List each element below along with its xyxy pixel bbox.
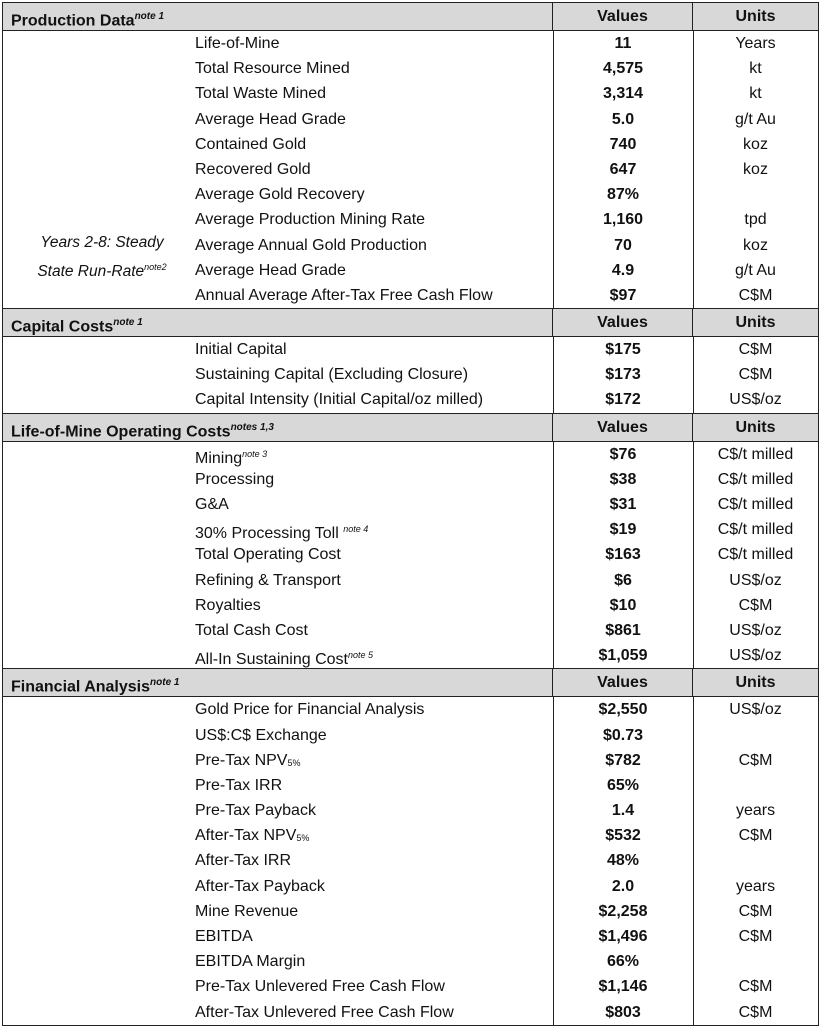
table-row: [3, 492, 818, 517]
table-section: [3, 414, 818, 670]
row-label: [3, 848, 553, 873]
row-label: [3, 56, 553, 81]
table-row: [3, 542, 818, 567]
row-label: [3, 568, 553, 593]
row-unit: US$/oz: [729, 571, 782, 589]
table-section: [3, 309, 818, 414]
section-title: Financial Analysis: [11, 678, 151, 696]
row-unit: [693, 848, 818, 873]
units-header: Units: [735, 418, 776, 436]
row-value: 48%: [606, 852, 640, 870]
row-label: [3, 207, 553, 232]
row-label: [3, 1000, 553, 1025]
row-label-text: Gold Price for Financial Analysis: [195, 701, 425, 719]
row-value: 5.0: [611, 110, 635, 128]
row-value: $1,059: [598, 647, 648, 665]
row-value: $173: [605, 366, 641, 384]
table-row: [3, 207, 818, 232]
row-label-text: G&A: [195, 496, 229, 513]
table-row: [3, 283, 818, 308]
units-header: Units: [735, 8, 776, 25]
section-title-cell: [3, 414, 553, 441]
table-row: [3, 723, 818, 748]
units-header: Units: [735, 314, 776, 332]
row-value: $31: [609, 496, 637, 513]
row-label-text: Total Waste Mined: [195, 85, 327, 103]
row-label-text: After-Tax NPV: [195, 827, 297, 845]
section-rows: [3, 697, 818, 1025]
row-label: [3, 442, 553, 467]
row-label: [3, 157, 553, 182]
row-label: [3, 899, 553, 924]
row-unit: C$M: [738, 928, 773, 945]
table-row: [3, 899, 818, 924]
section-rows: [3, 442, 818, 670]
section-note: note 1: [150, 677, 180, 689]
row-label: [3, 337, 553, 362]
row-label-text: Average Head Grade: [195, 261, 346, 279]
row-value: 3,314: [602, 85, 644, 103]
row-value: $6: [614, 571, 632, 589]
row-label: [3, 283, 553, 308]
row-label-text: EBITDA Margin: [195, 953, 306, 971]
row-label: [3, 643, 553, 668]
table-row: [3, 362, 818, 387]
row-value: 66%: [606, 953, 640, 971]
row-unit: C$/t milled: [717, 496, 794, 513]
row-label: [3, 618, 553, 643]
steady-state-label-line2: [11, 255, 193, 284]
row-label-text: Mine Revenue: [195, 902, 299, 920]
row-value: $76: [609, 445, 637, 463]
row-unit: koz: [743, 135, 768, 153]
row-unit: C$M: [738, 286, 773, 304]
row-value: $38: [609, 470, 637, 488]
row-value: 87%: [606, 186, 640, 204]
row-label-text: After-Tax IRR: [195, 852, 292, 870]
row-label-subscript: 5%: [287, 757, 301, 768]
row-label: [3, 492, 553, 517]
row-unit: tpd: [744, 211, 767, 229]
row-value: $19: [609, 521, 637, 539]
row-unit: C$M: [738, 366, 773, 384]
row-label: [3, 823, 553, 848]
row-value: 70: [614, 236, 632, 254]
row-note: note 4: [343, 524, 369, 535]
row-unit: [693, 773, 818, 798]
row-label-text: Contained Gold: [195, 135, 307, 153]
row-label: [3, 773, 553, 798]
row-unit: [693, 182, 818, 207]
steady-state-note: note2: [144, 262, 167, 273]
table-row: [3, 56, 818, 81]
row-value: $2,550: [598, 701, 648, 719]
table-row: [3, 974, 818, 999]
row-label-subscript: 5%: [296, 833, 310, 844]
row-unit: C$/t milled: [717, 546, 794, 564]
table-row: [3, 924, 818, 949]
row-label: [3, 593, 553, 618]
table-section: [3, 3, 818, 309]
row-value: $861: [605, 621, 641, 639]
table-row: [3, 81, 818, 106]
row-label-text: Average Production Mining Rate: [195, 211, 426, 229]
table-row: [3, 949, 818, 974]
row-value: $172: [605, 391, 641, 409]
row-label: [3, 387, 553, 412]
row-unit: Years: [735, 35, 776, 52]
section-header-row: [3, 3, 818, 31]
values-header: Values: [553, 309, 693, 336]
row-value: $175: [605, 341, 641, 359]
row-label-text: Mining: [195, 449, 243, 467]
row-value: $0.73: [602, 726, 644, 744]
row-value: $1,146: [598, 978, 648, 996]
row-unit: C$/t milled: [717, 470, 794, 488]
row-value: $532: [605, 827, 641, 845]
row-unit: kt: [749, 60, 762, 78]
row-label-text: EBITDA: [195, 928, 253, 945]
row-label-text: Average Head Grade: [195, 110, 346, 128]
table-row: [3, 132, 818, 157]
table-row: [3, 31, 818, 56]
table-row: [3, 1000, 818, 1025]
table-row: [3, 442, 818, 467]
row-label: [3, 748, 553, 773]
row-label-text: After-Tax Payback: [195, 877, 325, 895]
row-value: $803: [605, 1003, 641, 1021]
row-label: [3, 697, 553, 722]
row-label: [3, 723, 553, 748]
row-value: 11: [614, 35, 632, 52]
row-note: note 5: [347, 650, 373, 661]
section-note: note 1: [113, 317, 143, 329]
row-unit: g/t Au: [735, 110, 776, 128]
row-label-text: All-In Sustaining Cost: [195, 651, 348, 669]
values-header: Values: [553, 3, 693, 30]
row-label-text: 30% Processing Toll: [195, 525, 344, 543]
row-label: [3, 974, 553, 999]
row-label-text: Life-of-Mine: [195, 35, 280, 52]
table-row: [3, 643, 818, 668]
row-unit: [693, 949, 818, 974]
row-unit: C$M: [738, 341, 773, 359]
table-row: [3, 618, 818, 643]
row-label: [3, 182, 553, 207]
section-note: note 1: [134, 11, 165, 22]
row-unit: C$M: [738, 596, 773, 614]
table-row: [3, 798, 818, 823]
row-label: [3, 924, 553, 949]
row-label-text: US$:C$ Exchange: [195, 726, 327, 744]
row-label: [3, 31, 553, 56]
row-unit: US$/oz: [729, 621, 782, 639]
section-header-row: [3, 309, 818, 337]
section-title-cell: [3, 3, 553, 30]
row-label: [3, 132, 553, 157]
row-unit: C$M: [738, 902, 773, 920]
row-label: [3, 949, 553, 974]
table-row: [3, 387, 818, 412]
table-section: [3, 669, 818, 1025]
row-label: [3, 798, 553, 823]
section-title-cell: [3, 669, 553, 696]
row-value: 1,160: [602, 211, 644, 229]
row-label: [3, 467, 553, 492]
row-unit: C$M: [738, 751, 773, 769]
row-unit: US$/oz: [729, 701, 782, 719]
row-value: 740: [609, 135, 637, 153]
table-row: [3, 337, 818, 362]
row-value: $163: [605, 546, 641, 564]
row-unit: C$/t milled: [717, 521, 794, 539]
steady-state-label-text: State Run-Rate: [37, 263, 145, 281]
row-unit: g/t Au: [735, 261, 776, 279]
steady-state-label: [11, 230, 193, 284]
row-value: 4,575: [602, 60, 644, 78]
row-value: 1.4: [611, 802, 635, 820]
steady-state-label-line1: Years 2-8: Steady: [40, 234, 164, 252]
table-row: [3, 517, 818, 542]
row-label-text: Pre-Tax NPV: [195, 751, 288, 769]
row-label-text: Sustaining Capital (Excluding Closure): [195, 366, 469, 384]
values-header: Values: [553, 414, 693, 441]
row-unit: C$M: [738, 1003, 773, 1021]
row-label-text: Annual Average After-Tax Free Cash Flow: [195, 286, 493, 304]
row-label: [3, 874, 553, 899]
row-value: $2,258: [598, 902, 648, 920]
row-label-text: Total Cash Cost: [195, 621, 308, 639]
table-row: [3, 773, 818, 798]
row-unit: [693, 723, 818, 748]
row-label-text: Processing: [195, 470, 275, 488]
row-label: [3, 81, 553, 106]
table-row: [3, 182, 818, 207]
row-value: $10: [609, 596, 637, 614]
row-value: $1,496: [598, 928, 648, 945]
row-unit: C$M: [738, 827, 773, 845]
row-value: $97: [609, 286, 637, 304]
section-title-cell: [3, 309, 553, 336]
mine-economics-table: [2, 2, 819, 1026]
row-label: [3, 107, 553, 132]
table-row: [3, 157, 818, 182]
section-title: Capital Costs: [11, 318, 114, 336]
row-unit: kt: [749, 85, 762, 103]
table-row: [3, 107, 818, 132]
table-row: [3, 848, 818, 873]
table-row: [3, 593, 818, 618]
row-value: 647: [609, 160, 637, 178]
row-value: 65%: [606, 776, 640, 794]
row-label-text: Pre-Tax Unlevered Free Cash Flow: [195, 978, 445, 996]
table-row: [3, 823, 818, 848]
row-value: $782: [605, 751, 641, 769]
values-header: Values: [553, 669, 693, 696]
row-label-text: Recovered Gold: [195, 160, 311, 178]
row-label-text: Pre-Tax Payback: [195, 802, 316, 820]
row-unit: years: [735, 802, 776, 820]
row-label-text: After-Tax Unlevered Free Cash Flow: [195, 1003, 454, 1021]
table-row: [3, 748, 818, 773]
section-title: Life-of-Mine Operating Costs: [11, 422, 231, 440]
table-row: [3, 697, 818, 722]
section-header-row: [3, 669, 818, 697]
row-unit: koz: [743, 160, 768, 178]
row-unit: C$M: [738, 978, 773, 996]
row-label: [3, 362, 553, 387]
section-header-row: [3, 414, 818, 442]
row-unit: koz: [743, 236, 768, 254]
section-rows: [3, 31, 818, 309]
row-label-text: Average Gold Recovery: [195, 186, 365, 204]
table-row: [3, 874, 818, 899]
row-label-text: Pre-Tax IRR: [195, 776, 283, 794]
units-header: Units: [735, 674, 776, 692]
row-label-text: Total Resource Mined: [195, 60, 350, 78]
row-label-text: Initial Capital: [195, 341, 287, 359]
row-label-text: Capital Intensity (Initial Capital/oz milled): [195, 391, 484, 409]
row-label-text: Royalties: [195, 596, 261, 614]
row-note: note 3: [242, 448, 268, 459]
row-label-text: Total Operating Cost: [195, 546, 341, 564]
row-label-text: Refining & Transport: [195, 571, 341, 589]
section-rows: [3, 337, 818, 414]
section-title: Production Data: [11, 12, 135, 30]
row-unit: US$/oz: [729, 391, 782, 409]
row-unit: years: [735, 877, 776, 895]
row-unit: C$/t milled: [717, 445, 794, 463]
row-unit: US$/oz: [729, 647, 782, 665]
table-row: [3, 467, 818, 492]
row-label-text: Average Annual Gold Production: [195, 236, 427, 254]
section-note: notes 1,3: [230, 421, 274, 433]
row-label: [3, 517, 553, 542]
table-row: [3, 568, 818, 593]
row-label: [3, 542, 553, 567]
row-value: 2.0: [611, 877, 635, 895]
row-value: 4.9: [611, 261, 635, 279]
